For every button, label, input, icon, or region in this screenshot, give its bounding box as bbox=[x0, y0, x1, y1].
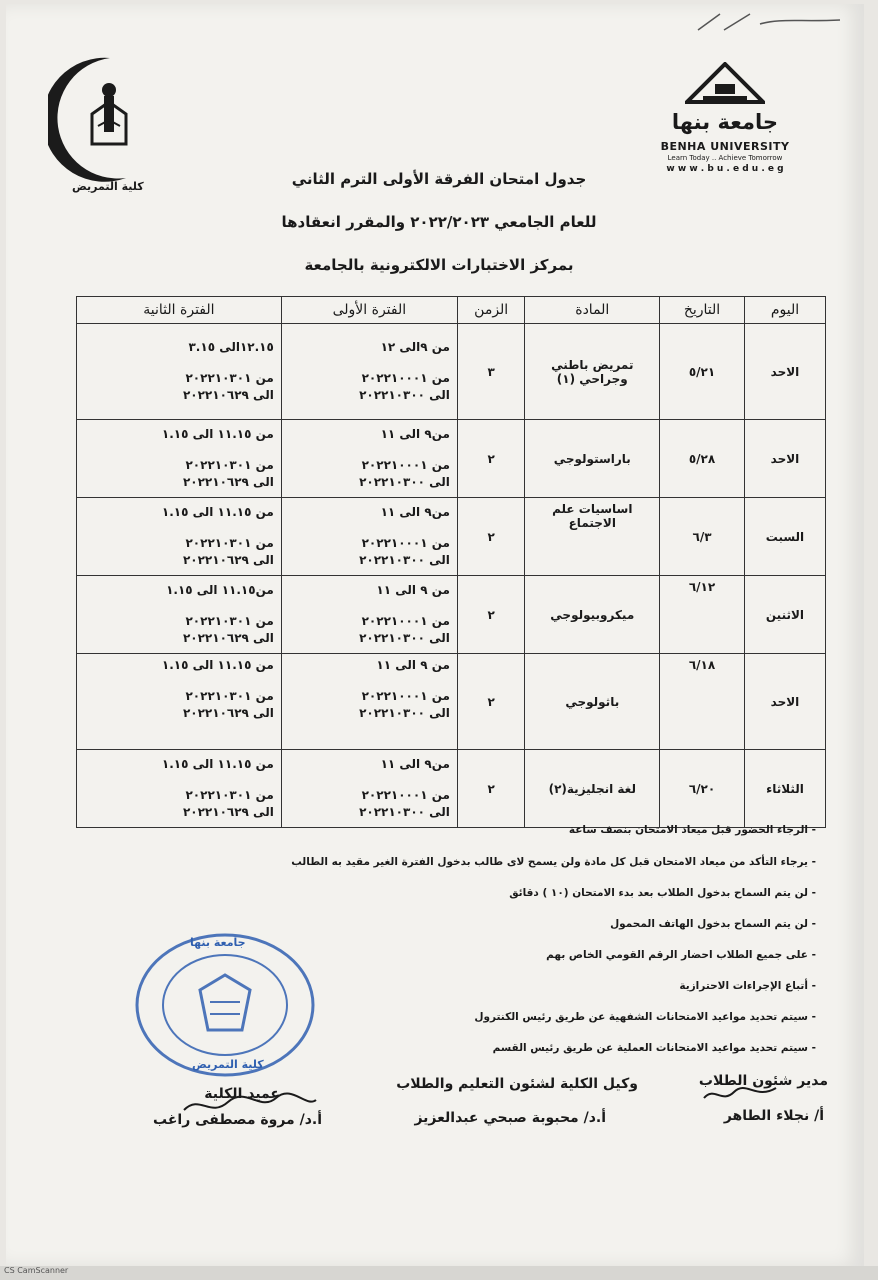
period1-from: من ٢٠٢٢١٠٠٠١ bbox=[361, 458, 450, 472]
signature-title-dean: عميد الكلية bbox=[204, 1086, 280, 1102]
note-item: - سيتم تحديد مواعيد الامتحانات الشفهية عن طريق رئيس الكنترول bbox=[474, 1011, 816, 1023]
period1-from: من ٢٠٢٢١٠٠٠١ bbox=[361, 788, 450, 802]
period2-from: من ٢٠٢٢١٠٣٠١ bbox=[185, 689, 274, 703]
signature-title-student-affairs: مدير شئون الطلاب bbox=[698, 1073, 828, 1089]
cell-period2 bbox=[77, 324, 282, 420]
title-line-1: جدول امتحان الفرقة الأولى الترم الثاني bbox=[291, 170, 587, 188]
handwritten-signature-icon bbox=[180, 1090, 320, 1120]
table-row bbox=[77, 654, 826, 750]
period1-to: الى ٢٠٢٢١٠٣٠٠ bbox=[359, 805, 450, 819]
period2-to: الى ٢٠٢٢١٠٦٢٩ bbox=[182, 388, 274, 402]
university-logo bbox=[650, 62, 800, 182]
period2-to: الى ٢٠٢٢١٠٦٢٩ bbox=[182, 475, 274, 489]
title-line-2: للعام الجامعي ٢٠٢٢/٢٠٢٣ والمقرر انعقادها bbox=[281, 213, 597, 231]
cell-duration: ٣ bbox=[457, 324, 525, 420]
cell-subject: باراستولوجي bbox=[525, 420, 660, 498]
header-day: اليوم bbox=[744, 297, 825, 324]
note-item: - سيتم تحديد مواعيد الامتحانات العملية عن طريق رئيس القسم bbox=[492, 1042, 816, 1054]
university-web: w w w . b u . e d u . e g bbox=[666, 164, 784, 174]
period1-time: من٩ الى ١١ bbox=[380, 505, 450, 519]
period1-time: من٩ الى ١١ bbox=[380, 427, 450, 441]
period2-to: الى ٢٠٢٢١٠٦٢٩ bbox=[182, 553, 274, 567]
cell-period1 bbox=[281, 498, 457, 576]
stamp-ring-side: كلية التمريض bbox=[192, 1058, 264, 1071]
period1-from: من ٢٠٢٢١٠٠٠١ bbox=[361, 689, 450, 703]
header-subject: المادة bbox=[525, 297, 660, 324]
cell-day: الاثنين bbox=[744, 576, 825, 654]
period1-to: الى ٢٠٢٢١٠٣٠٠ bbox=[359, 388, 450, 402]
period2-time: ١٢.١٥الى ٣.١٥ bbox=[188, 340, 274, 354]
table-row bbox=[77, 498, 826, 576]
cell-duration: ٢ bbox=[457, 420, 525, 498]
table-row bbox=[77, 576, 826, 654]
note-item: - الرجاء الحضور قبل ميعاد الامتحان بنصف ساعة bbox=[568, 824, 816, 836]
cell-date: ٥/٢١ bbox=[660, 324, 745, 420]
period1-time: من ٩ الى ١١ bbox=[376, 658, 450, 672]
cell-subject: اساسيات علم الاجتماع bbox=[525, 498, 660, 576]
cell-day: الاحد bbox=[744, 654, 825, 750]
period1-to: الى ٢٠٢٢١٠٣٠٠ bbox=[359, 475, 450, 489]
cell-day: الاحد bbox=[744, 420, 825, 498]
handwritten-mark-icon bbox=[690, 8, 850, 38]
signature-title-vice-dean: وكيل الكلية لشئون التعليم والطلاب bbox=[396, 1076, 638, 1092]
cell-date: ٦/٢٠ bbox=[660, 750, 745, 828]
period2-time: من ١١.١٥ الى ١.١٥ bbox=[161, 757, 274, 771]
period2-from: من ٢٠٢٢١٠٣٠١ bbox=[185, 458, 274, 472]
exam-schedule-table bbox=[76, 296, 826, 828]
scanner-label: CS CamScanner bbox=[4, 1266, 69, 1275]
cell-day: السبت bbox=[744, 498, 825, 576]
period2-time: من ١١.١٥ الى ١.١٥ bbox=[161, 427, 274, 441]
note-item: - على جميع الطلاب احضار الرقم القومي الخاص بهم bbox=[546, 949, 816, 961]
period2-from: من ٢٠٢٢١٠٣٠١ bbox=[185, 788, 274, 802]
period1-from: من ٢٠٢٢١٠٠٠١ bbox=[361, 536, 450, 550]
cell-subject: تمريض باطني وجراحي (١) bbox=[525, 324, 660, 420]
cell-duration: ٢ bbox=[457, 750, 525, 828]
cell-duration: ٢ bbox=[457, 576, 525, 654]
cell-period2 bbox=[77, 420, 282, 498]
stamp-ring-top: جامعة بنها bbox=[190, 936, 246, 949]
cell-date: ٦/١٢ bbox=[660, 576, 745, 654]
cell-period2 bbox=[77, 750, 282, 828]
cell-day: الثلاثاء bbox=[744, 750, 825, 828]
period2-to: الى ٢٠٢٢١٠٦٢٩ bbox=[182, 706, 274, 720]
university-tagline: Learn Today .. Achieve Tomorrow bbox=[667, 154, 783, 162]
period1-from: من ٢٠٢٢١٠٠٠١ bbox=[361, 614, 450, 628]
period2-from: من ٢٠٢٢١٠٣٠١ bbox=[185, 536, 274, 550]
cell-duration: ٢ bbox=[457, 654, 525, 750]
note-item: - لن يتم السماح بدخول الهاتف المحمول bbox=[610, 918, 816, 930]
faculty-label: كلية التمريض bbox=[72, 180, 144, 193]
cell-period1 bbox=[281, 750, 457, 828]
cell-period2 bbox=[77, 654, 282, 750]
period2-time: من١١.١٥ الى ١.١٥ bbox=[166, 583, 274, 597]
period2-to: الى ٢٠٢٢١٠٦٢٩ bbox=[182, 631, 274, 645]
official-stamp bbox=[130, 930, 320, 1080]
table-row bbox=[77, 324, 826, 420]
cell-subject: ميكروبيولوجي bbox=[525, 576, 660, 654]
cell-period2 bbox=[77, 498, 282, 576]
university-name-en: BENHA UNIVERSITY bbox=[660, 140, 790, 153]
signature-name-vice-dean: أ.د/ محبوبة صبحي عبدالعزيز bbox=[414, 1110, 606, 1126]
period1-from: من ٢٠٢٢١٠٠٠١ bbox=[361, 371, 450, 385]
note-item: - يرجاء التأكد من ميعاد الامتحان قبل كل مادة ولن يسمح لاى طالب بدخول الفترة الغير مقيد به الطالب bbox=[291, 856, 816, 868]
period1-time: من ٩الى ١٢ bbox=[380, 340, 450, 354]
period2-to: الى ٢٠٢٢١٠٦٢٩ bbox=[182, 805, 274, 819]
table-header-row bbox=[77, 297, 826, 324]
scanner-strip bbox=[0, 1266, 878, 1280]
period1-time: من ٩ الى ١١ bbox=[376, 583, 450, 597]
cell-period1 bbox=[281, 576, 457, 654]
cell-day: الاحد bbox=[744, 324, 825, 420]
header-period2: الفترة الثانية bbox=[77, 297, 282, 324]
cell-subject: لغة انجليزية(٢) bbox=[525, 750, 660, 828]
cell-period2 bbox=[77, 576, 282, 654]
period2-from: من ٢٠٢٢١٠٣٠١ bbox=[185, 371, 274, 385]
cell-subject: باثولوجي bbox=[525, 654, 660, 750]
cell-date: ٦/٣ bbox=[660, 498, 745, 576]
title-line-3: بمركز الاختبارات الالكترونية بالجامعة bbox=[304, 256, 574, 274]
table-row bbox=[77, 420, 826, 498]
signature-name-student-affairs: أ/ نجلاء الطاهر bbox=[723, 1108, 824, 1124]
cell-period1 bbox=[281, 654, 457, 750]
header-period1: الفترة الأولى bbox=[281, 297, 457, 324]
note-item: - لن يتم السماح بدخول الطلاب بعد بدء الامتحان (١٠ ) دقائق bbox=[509, 887, 816, 899]
period1-to: الى ٢٠٢٢١٠٣٠٠ bbox=[359, 631, 450, 645]
header-date: التاريخ bbox=[660, 297, 745, 324]
cell-period1 bbox=[281, 324, 457, 420]
cell-duration: ٢ bbox=[457, 498, 525, 576]
note-item: - أتباع الإجراءات الاحترازية bbox=[679, 980, 816, 992]
period2-time: من ١١.١٥ الى ١.١٥ bbox=[161, 505, 274, 519]
period2-time: من ١١.١٥ الى ١.١٥ bbox=[161, 658, 274, 672]
university-emblem-icon bbox=[685, 62, 765, 112]
period1-to: الى ٢٠٢٢١٠٣٠٠ bbox=[359, 553, 450, 567]
table-row bbox=[77, 750, 826, 828]
period1-to: الى ٢٠٢٢١٠٣٠٠ bbox=[359, 706, 450, 720]
signature-name-dean: أ.د/ مروة مصطفى راغب bbox=[153, 1112, 322, 1128]
cell-date: ٦/١٨ bbox=[660, 654, 745, 750]
handwritten-signature-icon bbox=[700, 1080, 780, 1110]
university-name-ar: جامعة بنها bbox=[671, 110, 779, 134]
header-duration: الزمن bbox=[457, 297, 525, 324]
cell-date: ٥/٢٨ bbox=[660, 420, 745, 498]
period1-time: من٩ الى ١١ bbox=[380, 757, 450, 771]
cell-period1 bbox=[281, 420, 457, 498]
period2-from: من ٢٠٢٢١٠٣٠١ bbox=[185, 614, 274, 628]
